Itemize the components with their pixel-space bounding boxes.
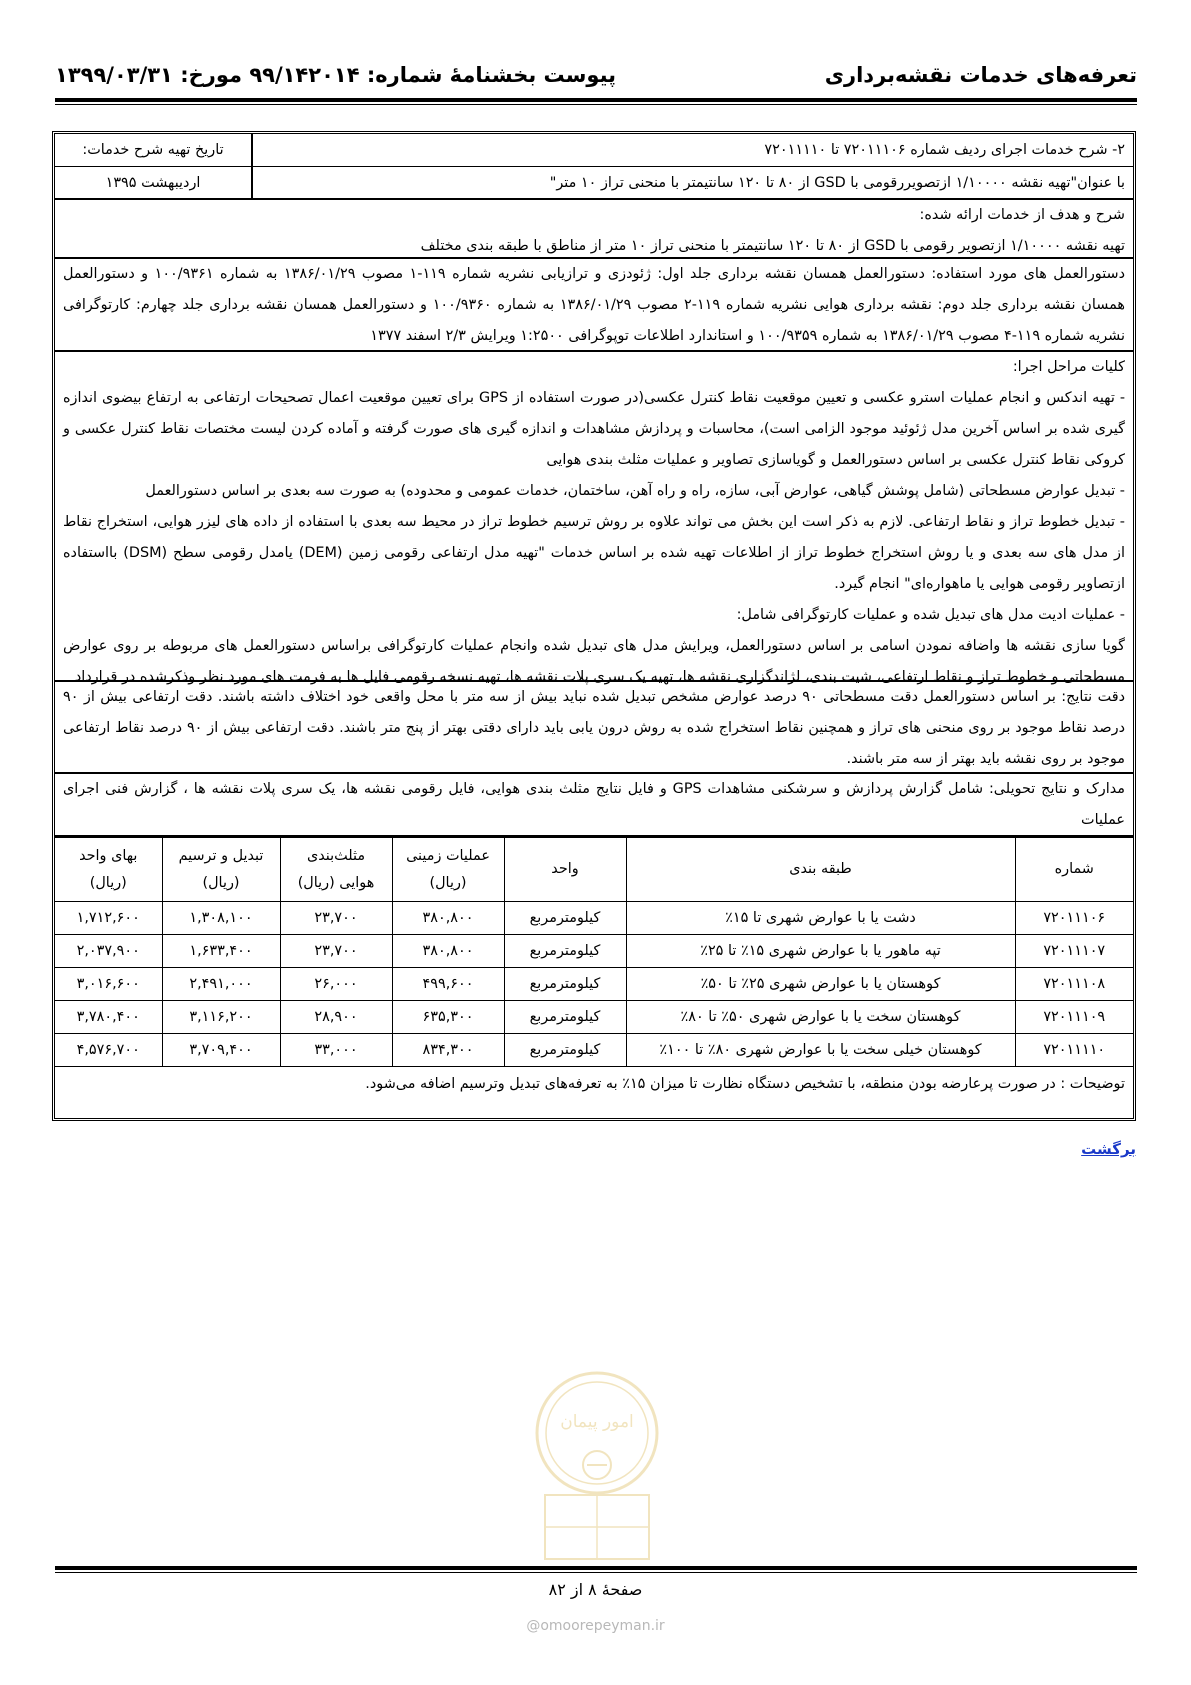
header-aerial-triangulation-line1: مثلث‌بندی xyxy=(306,847,366,864)
table-row xyxy=(55,968,1133,1001)
row-ground-ops: ۶۳۵,۳۰۰ xyxy=(392,1001,504,1034)
row-unit-price: ۱,۷۱۲,۶۰۰ xyxy=(55,902,162,935)
steps-heading: کلیات مراحل اجرا: xyxy=(1012,359,1125,375)
row-unit: کیلومترمربع xyxy=(504,935,626,968)
goal-heading: شرح و هدف از خدمات ارائه شده: xyxy=(919,207,1125,223)
header-code: شماره xyxy=(1015,838,1133,902)
row-unit: کیلومترمربع xyxy=(504,902,626,935)
header-unit-price-line2: (ریال) xyxy=(89,874,127,891)
header-unit-price-line1: بهای واحد xyxy=(79,847,138,864)
page-header xyxy=(55,58,1137,92)
row-unit-price: ۳,۷۸۰,۴۰۰ xyxy=(55,1001,162,1034)
table-row xyxy=(55,1034,1133,1067)
service-description-cell xyxy=(251,134,1133,198)
row-aerial-triangulation: ۲۸,۹۰۰ xyxy=(280,1001,392,1034)
row-unit: کیلومترمربع xyxy=(504,1034,626,1067)
svg-text:امور پیمان: امور پیمان xyxy=(560,1412,634,1432)
deliverables-section xyxy=(55,774,1133,837)
steps-paragraph-5: گویا سازی نقشه ها واضافه نمودن اسامی بر اساس دستورالعمل، ویرایش مدل های تبدیل شده وانجام عملیات کارتوگرافی براساس دستورالعمل های مربوطه بر روی عوارض مسطحاتی و خطوط تراز و نقاط ارتفاعی، شیت بندی، لژاندگزاری نقشه ها، تهیه یک سری پلات نقشه ها، تهیه نسخه رقومی فایل ها به فرمت های مورد نظر وذکرشده در قرارداد xyxy=(63,638,1125,685)
deliverables-text: مدارک و نتایج تحویلی: شامل گزارش پردازش و سرشکنی مشاهدات GPS و فایل نتایج مثلث بندی هوایی، فایل رقومی نقشه ها، یک سری پلات نقشه ها ، گزارش فنی اجرای عملیات xyxy=(63,781,1126,828)
standards-text: دستورالعمل های مورد استفاده: دستورالعمل همسان نقشه برداری جلد اول: ژئودزی و ترازیابی نشریه شماره ۱۱۹-۱ مصوب ۱۳۸۶/۰۱/۲۹ به شماره ۱۰۰/۹۳۶۱ و دستورالعمل همسان نقشه برداری جلد دوم: نقشه برداری هوایی نشریه شماره ۱۱۹-۲ مصوب ۱۳۸۶/۰۱/۲۹ به شماره ۱۰۰/۹۳۶۰ و دستورالعمل همسان نقشه برداری جلد چهارم: کارتوگرافی نشریه شماره ۱۱۹-۴ مصوب ۱۳۸۶/۰۱/۲۹ به شماره ۱۰۰/۹۳۵۹ و استاندارد اطلاعات توپوگرافی ۱:۲۵۰۰ ویرایش ۲/۳ اسفند ۱۳۷۷ xyxy=(63,266,1126,344)
row-code: ۷۲۰۱۱۱۰۸ xyxy=(1015,968,1133,1001)
row-category: دشت یا با عوارض شهری تا ۱۵٪ xyxy=(626,902,1015,935)
service-date-label: تاریخ تهیه شرح خدمات: xyxy=(82,142,224,158)
row-conversion-drafting: ۲,۴۹۱,۰۰۰ xyxy=(162,968,280,1001)
header-category: طبقه بندی xyxy=(626,838,1015,902)
service-date-cell xyxy=(55,134,251,198)
watermark-url: @omoorepeyman.ir xyxy=(526,1618,665,1634)
row-unit: کیلومترمربع xyxy=(504,1001,626,1034)
row-conversion-drafting: ۱,۳۰۸,۱۰۰ xyxy=(162,902,280,935)
header-conversion-drafting-line1: تبدیل و ترسیم xyxy=(178,847,264,864)
row-code: ۷۲۰۱۱۱۰۹ xyxy=(1015,1001,1133,1034)
row-aerial-triangulation: ۲۳,۷۰۰ xyxy=(280,902,392,935)
table-row xyxy=(55,1001,1133,1034)
steps-paragraph-3: - تبدیل خطوط تراز و نقاط ارتفاعی. لازم به ذکر است این بخش می تواند علاوه بر روش ترسیم خطوط تراز در محیط سه بعدی با استفاده از داده های لیزر هوایی، استخراج نقاط از مدل های سه بعدی و یا روش استخراج خطوط تراز از اطلاعات تهیه شده بر اساس خدمات "تهیه مدل ارتفاعی رقومی زمین (DEM) یامدل رقومی سطح (DSM) بااستفاده ازتصاویر رقومی هوایی یا ماهواره‌ای" انجام گیرد. xyxy=(63,514,1125,592)
steps-section xyxy=(55,352,1133,685)
row-conversion-drafting: ۳,۱۱۶,۲۰۰ xyxy=(162,1001,280,1034)
service-title-row xyxy=(55,134,1133,200)
back-link[interactable]: برگشت xyxy=(1081,1140,1136,1158)
row-ground-ops: ۳۸۰,۸۰۰ xyxy=(392,935,504,968)
row-conversion-drafting: ۱,۶۳۳,۴۰۰ xyxy=(162,935,280,968)
header-aerial-triangulation xyxy=(280,838,392,902)
table-row xyxy=(55,902,1133,935)
table-row xyxy=(55,935,1133,968)
goal-section xyxy=(55,200,1133,259)
row-code: ۷۲۰۱۱۱۰۷ xyxy=(1015,935,1133,968)
header-rule xyxy=(55,98,1137,102)
row-category: کوهستان خیلی سخت یا با عوارض شهری ۸۰٪ تا ۱۰۰٪ xyxy=(626,1034,1015,1067)
header-rule-thin xyxy=(55,104,1137,105)
page-title: تعرفه‌های خدمات نقشه‌برداری xyxy=(824,63,1137,87)
header-conversion-drafting-line2: (ریال) xyxy=(202,874,240,891)
steps-paragraph-2: - تبدیل عوارض مسطحاتی (شامل پوشش گیاهی، عوارض آبی، سازه، راه و راه آهن، ساختمان، خدمات عمومی و محدوده) به صورت سه بعدی بر اساس دستورالعمل xyxy=(145,483,1125,499)
footer-rule xyxy=(55,1566,1137,1570)
row-ground-ops: ۴۹۹,۶۰۰ xyxy=(392,968,504,1001)
header-unit-price xyxy=(55,838,162,902)
row-ground-ops: ۸۳۴,۳۰۰ xyxy=(392,1034,504,1067)
row-conversion-drafting: ۳,۷۰۹,۴۰۰ xyxy=(162,1034,280,1067)
header-unit: واحد xyxy=(504,838,626,902)
standards-section xyxy=(55,259,1133,352)
goal-text: تهیه نقشه ۱/۱۰۰۰۰ ازتصویر رقومی با GSD از ۸۰ تا ۱۲۰ سانتیمتر با منحنی تراز ۱۰ متر از مناطق با طبقه بندی مختلف xyxy=(420,238,1125,254)
row-unit-price: ۳,۰۱۶,۶۰۰ xyxy=(55,968,162,1001)
accuracy-section xyxy=(55,682,1133,774)
row-category: کوهستان یا با عوارض شهری ۲۵٪ تا ۵۰٪ xyxy=(626,968,1015,1001)
seal-watermark xyxy=(525,1367,669,1567)
service-date-value: اردیبهشت ۱۳۹۵ xyxy=(55,166,251,199)
header-ground-ops-line2: (ریال) xyxy=(429,874,467,891)
tariff-table xyxy=(55,837,1133,1067)
row-unit-price: ۲,۰۳۷,۹۰۰ xyxy=(55,935,162,968)
row-aerial-triangulation: ۲۳,۷۰۰ xyxy=(280,935,392,968)
steps-paragraph-4: - عملیات ادیت مدل های تبدیل شده و عملیات کارتوگرافی شامل: xyxy=(736,607,1125,623)
row-ground-ops: ۳۸۰,۸۰۰ xyxy=(392,902,504,935)
row-code: ۷۲۰۱۱۱۱۰ xyxy=(1015,1034,1133,1067)
service-description-line1: ۲- شرح خدمات اجرای ردیف شماره ۷۲۰۱۱۱۰۶ تا ۷۲۰۱۱۱۱۰ xyxy=(764,142,1125,158)
row-unit: کیلومترمربع xyxy=(504,968,626,1001)
accuracy-text: دقت نتایج: بر اساس دستورالعمل دقت مسطحاتی ۹۰ درصد عوارض مشخص تبدیل شده نباید بیش از سه متر با محل واقعی خود اختلاف داشته باشند. دقت ارتفاعی بیش از ۹۰ درصد نقاط موجود بر روی منحنی های تراز و همچنین نقاط استخراج شده به روش درون یابی باید دارای دقتی بهتر از پنج متر باشند. دقت ارتفاعی بیش از ۹۰ درصد نقاط ارتفاعی موجود بر روی نقشه باید بهتر از سه متر باشند. xyxy=(63,689,1125,767)
row-category: تپه ماهور یا با عوارض شهری ۱۵٪ تا ۲۵٪ xyxy=(626,935,1015,968)
service-form xyxy=(52,131,1136,1121)
row-category: کوهستان سخت یا با عوارض شهری ۵۰٪ تا ۸۰٪ xyxy=(626,1001,1015,1034)
header-ground-ops xyxy=(392,838,504,902)
page-number: صفحهٔ ۸ از ۸۲ xyxy=(548,1580,643,1599)
row-aerial-triangulation: ۲۶,۰۰۰ xyxy=(280,968,392,1001)
row-aerial-triangulation: ۳۳,۰۰۰ xyxy=(280,1034,392,1067)
row-unit-price: ۴,۵۷۶,۷۰۰ xyxy=(55,1034,162,1067)
header-ground-ops-line1: عملیات زمینی xyxy=(406,847,490,864)
row-code: ۷۲۰۱۱۱۰۶ xyxy=(1015,902,1133,935)
service-description-line2: با عنوان"تهیه نقشه ۱/۱۰۰۰۰ ازتصویررقومی با GSD از ۸۰ تا ۱۲۰ سانتیمتر با منحنی تراز ۱۰ متر" xyxy=(253,166,1133,199)
header-aerial-triangulation-line2: هوایی (ریال) xyxy=(297,874,375,891)
circular-reference: پیوست بخشنامهٔ شماره: ۹۹/۱۴۲۰۱۴ مورخ: ۱۳۹۹/۰۳/۳۱ xyxy=(55,63,617,87)
header-conversion-drafting xyxy=(162,838,280,902)
table-note: توضیحات : در صورت پرعارضه بودن منطقه، با تشخیص دستگاه نظارت تا میزان ۱۵٪ به تعرفه‌های تبدیل وترسیم اضافه می‌شود. xyxy=(365,1076,1125,1092)
steps-paragraph-1: - تهیه اندکس و انجام عملیات استرو عکسی و تعیین موقعیت نقاط کنترل عکسی(در صورت استفاده از GPS برای تعیین موقعیت اعمال تصحیحات ارتفاعی به ارتفاع بیضوی اندازه گیری شده بر اساس آخرین مدل ژئوئید موجود الزامی است)، محاسبات و پردازش مشاهدات و اندازه گیری های صورت گرفته و آماده کردن لیست مختصات نقاط کنترل عکسی و کروکی نقاط کنترل عکسی بر اساس دستورالعمل و گویاسازی تصاویر و عملیات مثلث بندی هوایی xyxy=(63,390,1126,468)
table-header-row xyxy=(55,838,1133,902)
footer-rule-thin xyxy=(55,1572,1137,1573)
